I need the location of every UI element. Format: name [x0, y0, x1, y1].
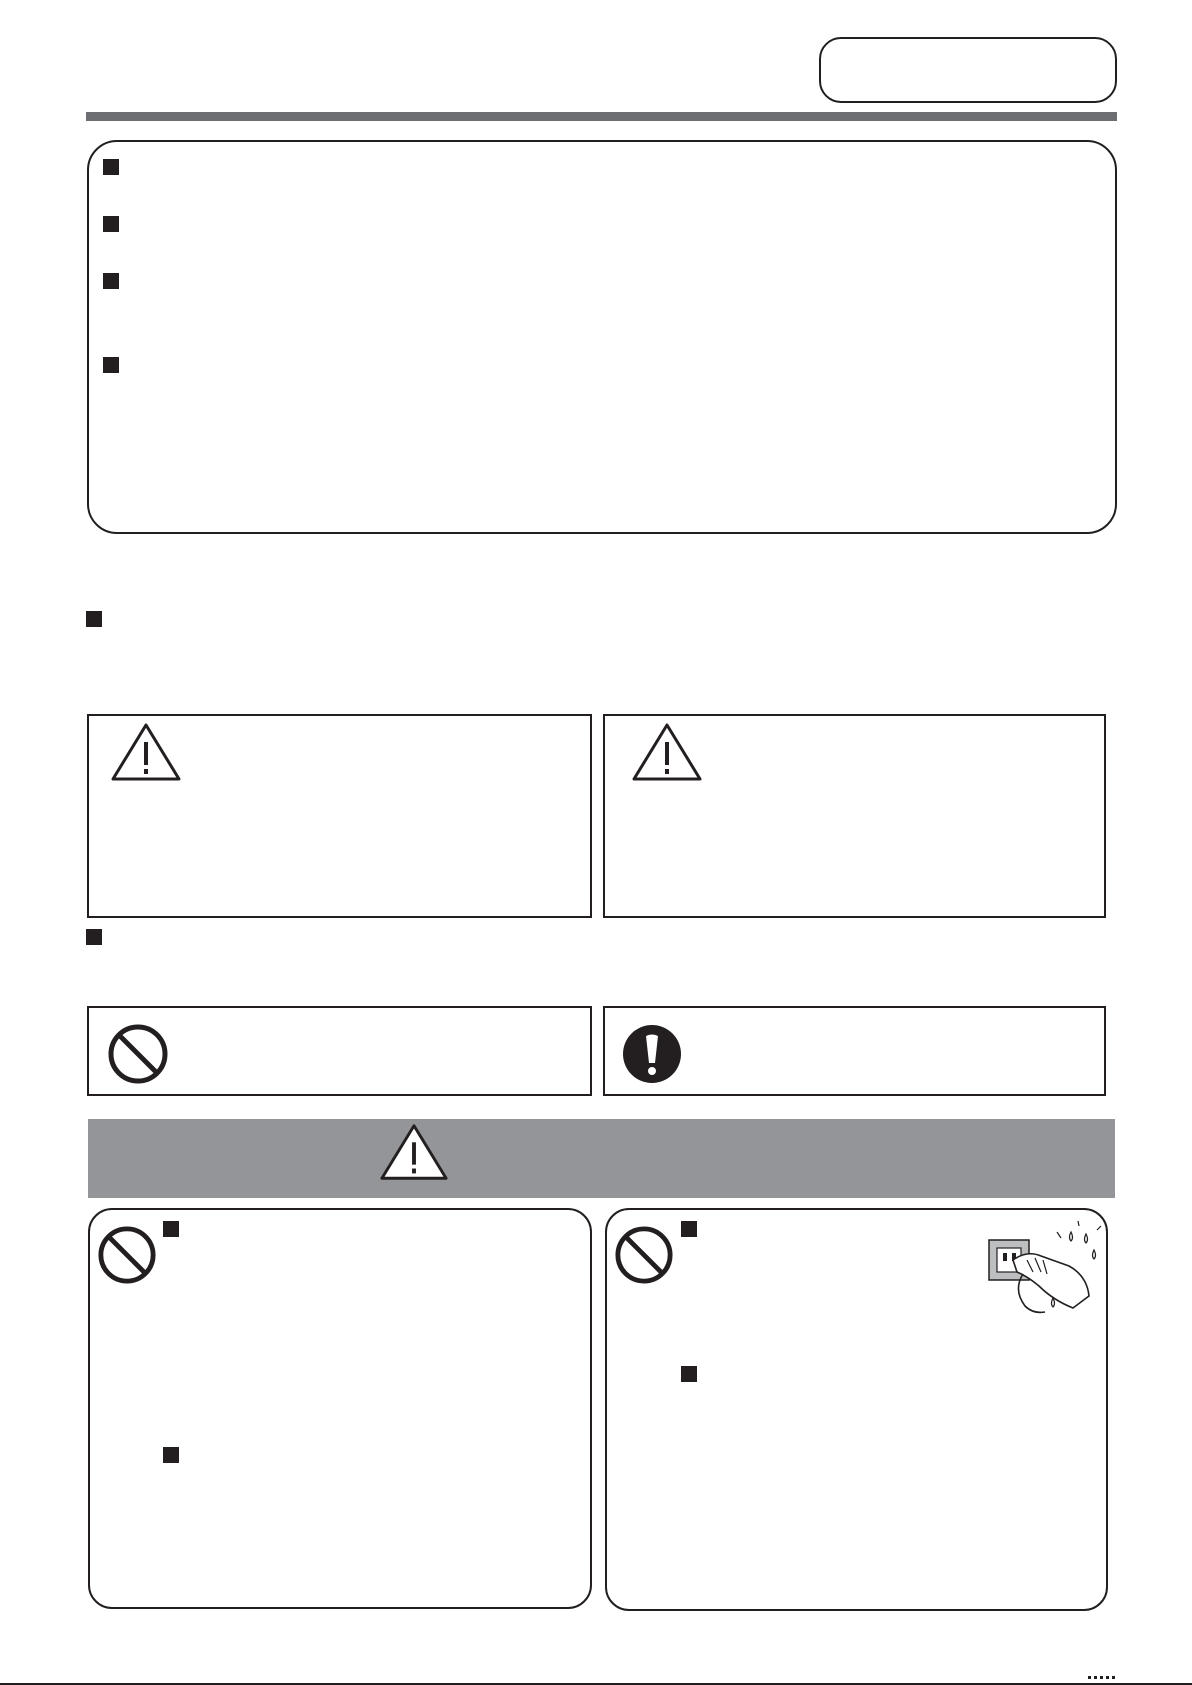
intro-notice-box — [87, 140, 1117, 534]
warning-left-bullet-2 — [163, 1447, 179, 1463]
warning-triangle-icon — [379, 1122, 449, 1182]
intro-bullet-3 — [103, 273, 119, 289]
prohibition-circle-icon — [97, 1225, 157, 1285]
intro-bullet-2 — [103, 216, 119, 232]
warning-right-bullet-1 — [681, 1221, 697, 1237]
warning-right-bullet-2 — [681, 1366, 697, 1382]
header-rule — [86, 112, 1117, 121]
prohibition-circle-icon — [107, 1023, 169, 1085]
exclamation-circle-icon — [621, 1023, 683, 1085]
warning-triangle-icon — [631, 722, 703, 782]
page-footer-marks — [1088, 1676, 1118, 1679]
warning-triangle-icon — [110, 722, 182, 782]
warning-panel-left — [88, 1208, 592, 1609]
prohibition-circle-icon — [614, 1225, 674, 1285]
intro-bullet-1 — [103, 159, 119, 175]
section-bullet-pictograms — [86, 929, 102, 945]
warning-banner — [88, 1119, 1115, 1198]
warning-left-bullet-1 — [163, 1221, 179, 1237]
intro-bullet-4 — [103, 357, 119, 373]
page-title-badge — [819, 37, 1117, 103]
wet-hand-plug-illustration — [983, 1220, 1103, 1320]
section-bullet-symbols — [86, 611, 102, 627]
